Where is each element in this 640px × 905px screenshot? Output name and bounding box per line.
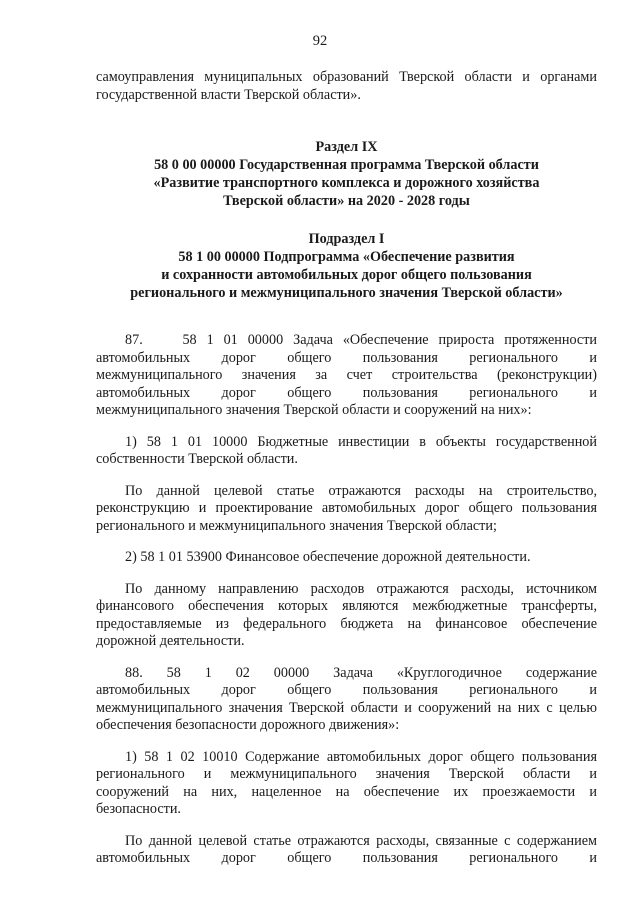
subsection-line: и сохранности автомобильных дорог общего пользования [161, 267, 532, 283]
text-line: 88. 58 1 02 00000 Задача «Круглогодичное содержание [125, 664, 597, 681]
text-line: собственности Тверской области. [96, 451, 298, 467]
text-line: безопасности. [96, 801, 181, 817]
item-87-sub1-description [96, 483, 597, 536]
text-line: 1) 58 1 02 10010 Содержание автомобильных дорог общего пользования [125, 748, 597, 765]
text-line: межмуниципального значения за счет строительства (реконструкции) [96, 367, 597, 383]
item-87-paragraph [96, 332, 597, 350]
text-line: государственной власти Тверской области». [96, 86, 361, 103]
item-87-sub2 [96, 549, 597, 567]
item-88-paragraph [96, 665, 597, 735]
text-line: 1) 58 1 01 10000 Бюджетные инвестиции в объекты государственной [125, 433, 597, 450]
section-line: 58 0 00 00000 Государственная программа Тверской области [154, 157, 539, 173]
document-body [96, 69, 597, 868]
subsection-heading [96, 230, 597, 302]
text-line: предоставляемые из федерального бюджета на финансовое обеспечение [96, 615, 597, 632]
item-87-sub2-description [96, 581, 597, 651]
text-line: регионального и межмуниципального значения Тверской области; [96, 517, 497, 534]
section-line: «Развитие транспортного комплекса и дорожного хозяйства [153, 175, 540, 191]
section-title: Раздел IX [315, 139, 378, 155]
item-88-sub1 [96, 749, 597, 819]
text-line: межмуниципального значения Тверской области и сооружений на них с целью [96, 699, 597, 716]
text-line: По данной целевой статье отражаются расходы, связанные с содержанием [125, 832, 597, 849]
intro-paragraph [96, 69, 597, 104]
text-line: самоуправления муниципальных образований Тверской области и органами [96, 69, 597, 85]
page-number: 92 [312, 33, 328, 49]
text-line: финансового обеспечения которых являются межбюджетные трансферты, [96, 598, 597, 614]
item-87-sub1 [96, 434, 597, 469]
text-line: дорожной деятельности. [96, 633, 245, 649]
text-line: По данному направлению расходов отражаются расходы, источником [125, 580, 597, 597]
subsection-line: 58 1 00 00000 Подпрограмма «Обеспечение развития [178, 249, 515, 265]
text-line: сооружений на них, нацеленное на обеспечение их проезжаемости и [96, 783, 597, 800]
text-line: автомобильных дорог общего пользования регионального и [96, 384, 597, 401]
text-line: автомобильных дорог общего пользования регионального и [96, 850, 597, 866]
text-line: обеспечения безопасности дорожного движения»: [96, 717, 400, 733]
section-line: Тверской области» на 2020 - 2028 годы [223, 193, 470, 209]
item-88-sub1-description [96, 833, 597, 868]
text-line: регионального и межмуниципального значения Тверской области и [96, 766, 597, 782]
section-heading [96, 138, 597, 210]
text-line: автомобильных дорог общего пользования регионального и [96, 349, 597, 366]
text-line: По данной целевой статье отражаются расходы на строительство, [125, 482, 597, 499]
text-line: межмуниципального значения Тверской области и сооружений на них»: [96, 402, 532, 418]
item-87-continuation [96, 350, 597, 420]
text-line: реконструкцию и проектирование автомобильных дорог общего пользования [96, 500, 597, 516]
subsection-title: Подраздел I [308, 231, 385, 247]
subsection-line: регионального и межмуниципального значения Тверской области» [130, 285, 563, 301]
text-line: 87. 58 1 01 00000 Задача «Обеспечение прироста протяженности [125, 332, 597, 348]
text-line: 2) 58 1 01 53900 Финансовое обеспечение дорожной деятельности. [125, 549, 531, 565]
text-line: автомобильных дорог общего пользования регионального и [96, 682, 597, 698]
